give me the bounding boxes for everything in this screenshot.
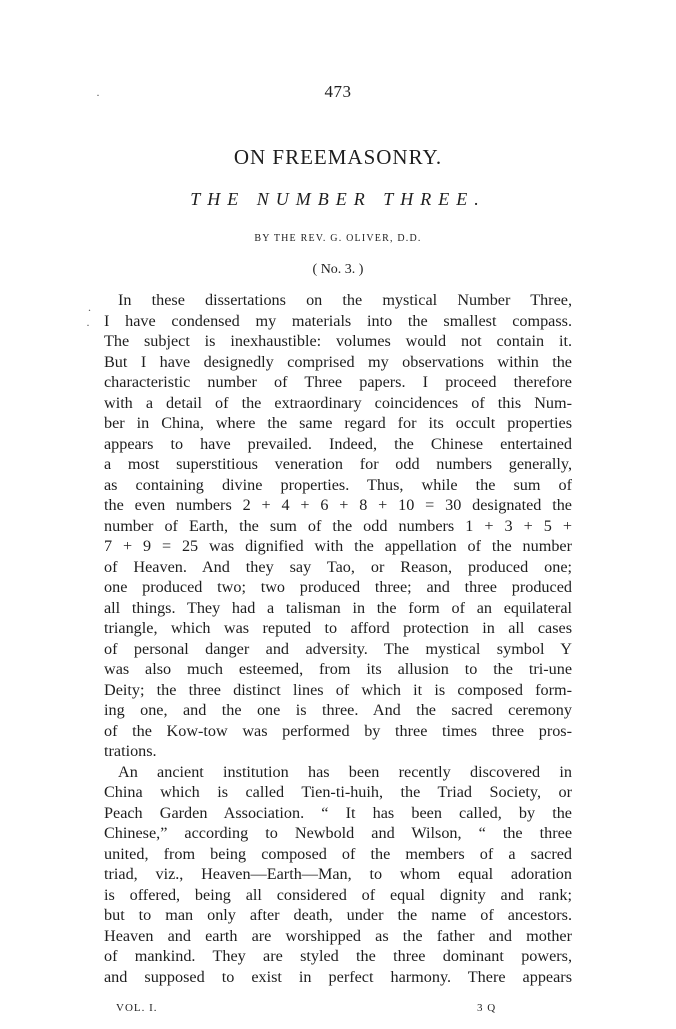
text-line: a most superstitious veneration for odd numbers generally, (104, 455, 572, 473)
text-line: triangle, which was reputed to afford protection in all cases (104, 619, 572, 637)
book-page (104, 0, 572, 1029)
text-line: Chinese,” according to Newbold and Wilson, “ the three (104, 824, 572, 842)
text-line: ber in China, where the same regard for its occult properties (104, 414, 572, 432)
text-line: 7 + 9 = 25 was dignified with the appellation of the number (104, 537, 572, 555)
article-title: ON FREEMASONRY. (233, 145, 443, 169)
text-line: ing one, and the one is three. And the sacred ceremony (104, 701, 572, 719)
text-line: all things. They had a talisman in the form of an equilateral (104, 598, 572, 617)
text-line: as containing divine properties. Thus, while the sum of (104, 475, 572, 494)
volume-mark: VOL. I. (116, 1002, 158, 1014)
text-line: Heaven and earth are worshipped as the father and mother (104, 926, 572, 945)
text-line: was also much esteemed, from its allusion to the tri-une (104, 660, 572, 678)
article-subtitle: THE NUMBER THREE. (190, 189, 486, 209)
margin-speck: · (86, 318, 90, 332)
text-line: China which is called Tien-ti-huih, the Triad Society, or (104, 783, 572, 801)
margin-speck: . (88, 300, 91, 314)
series-number: ( No. 3. ) (312, 262, 364, 277)
text-line: In these dissertations on the mystical Number Three, (118, 291, 572, 309)
signature-mark: 3 Q (477, 1002, 497, 1014)
page-number: 473 (324, 82, 352, 101)
text-line: of mankind. They are styled the three dominant powers, (104, 947, 572, 965)
author-byline: BY THE REV. G. OLIVER, D.D. (254, 233, 422, 244)
text-line: is offered, being all considered of equal dignity and rank; (104, 885, 572, 904)
text-line: one produced two; two produced three; and three produced (104, 578, 572, 596)
text-line: but to man only after death, under the name of ancestors. (104, 906, 572, 924)
text-line: I have condensed my materials into the smallest compass. (104, 311, 572, 330)
article-body (104, 290, 572, 987)
text-line: But I have designedly comprised my observations within the (104, 352, 572, 371)
text-line: An ancient institution has been recently discovered in (118, 762, 572, 781)
text-line: with a detail of the extraordinary coincidences of this Num- (104, 393, 572, 412)
text-line: Deity; the three distinct lines of which it is composed form- (104, 680, 572, 699)
text-line: The subject is inexhaustible: volumes would not contain it. (104, 332, 572, 350)
text-line: of personal danger and adversity. The mystical symbol Y (104, 639, 572, 658)
text-line: appears to have prevailed. Indeed, the Chinese entertained (104, 434, 572, 453)
text-line: of Heaven. And they say Tao, or Reason, produced one; (104, 557, 572, 576)
text-line: triad, viz., Heaven—Earth—Man, to whom equal adoration (104, 865, 572, 883)
text-line: the even numbers 2 + 4 + 6 + 8 + 10 = 30 designated the (104, 496, 572, 514)
text-line: number of Earth, the sum of the odd numbers 1 + 3 + 5 + (104, 516, 572, 535)
text-line: Peach Garden Association. “ It has been called, by the (104, 803, 572, 822)
text-line: of the Kow-tow was performed by three times three pros- (104, 721, 572, 740)
text-line: characteristic number of Three papers. I proceed therefore (104, 373, 572, 391)
text-line: united, from being composed of the members of a sacred (104, 844, 572, 863)
margin-speck: · (96, 88, 100, 102)
text-line: trations. (104, 742, 157, 760)
text-line: and supposed to exist in perfect harmony. There appears (104, 967, 572, 986)
